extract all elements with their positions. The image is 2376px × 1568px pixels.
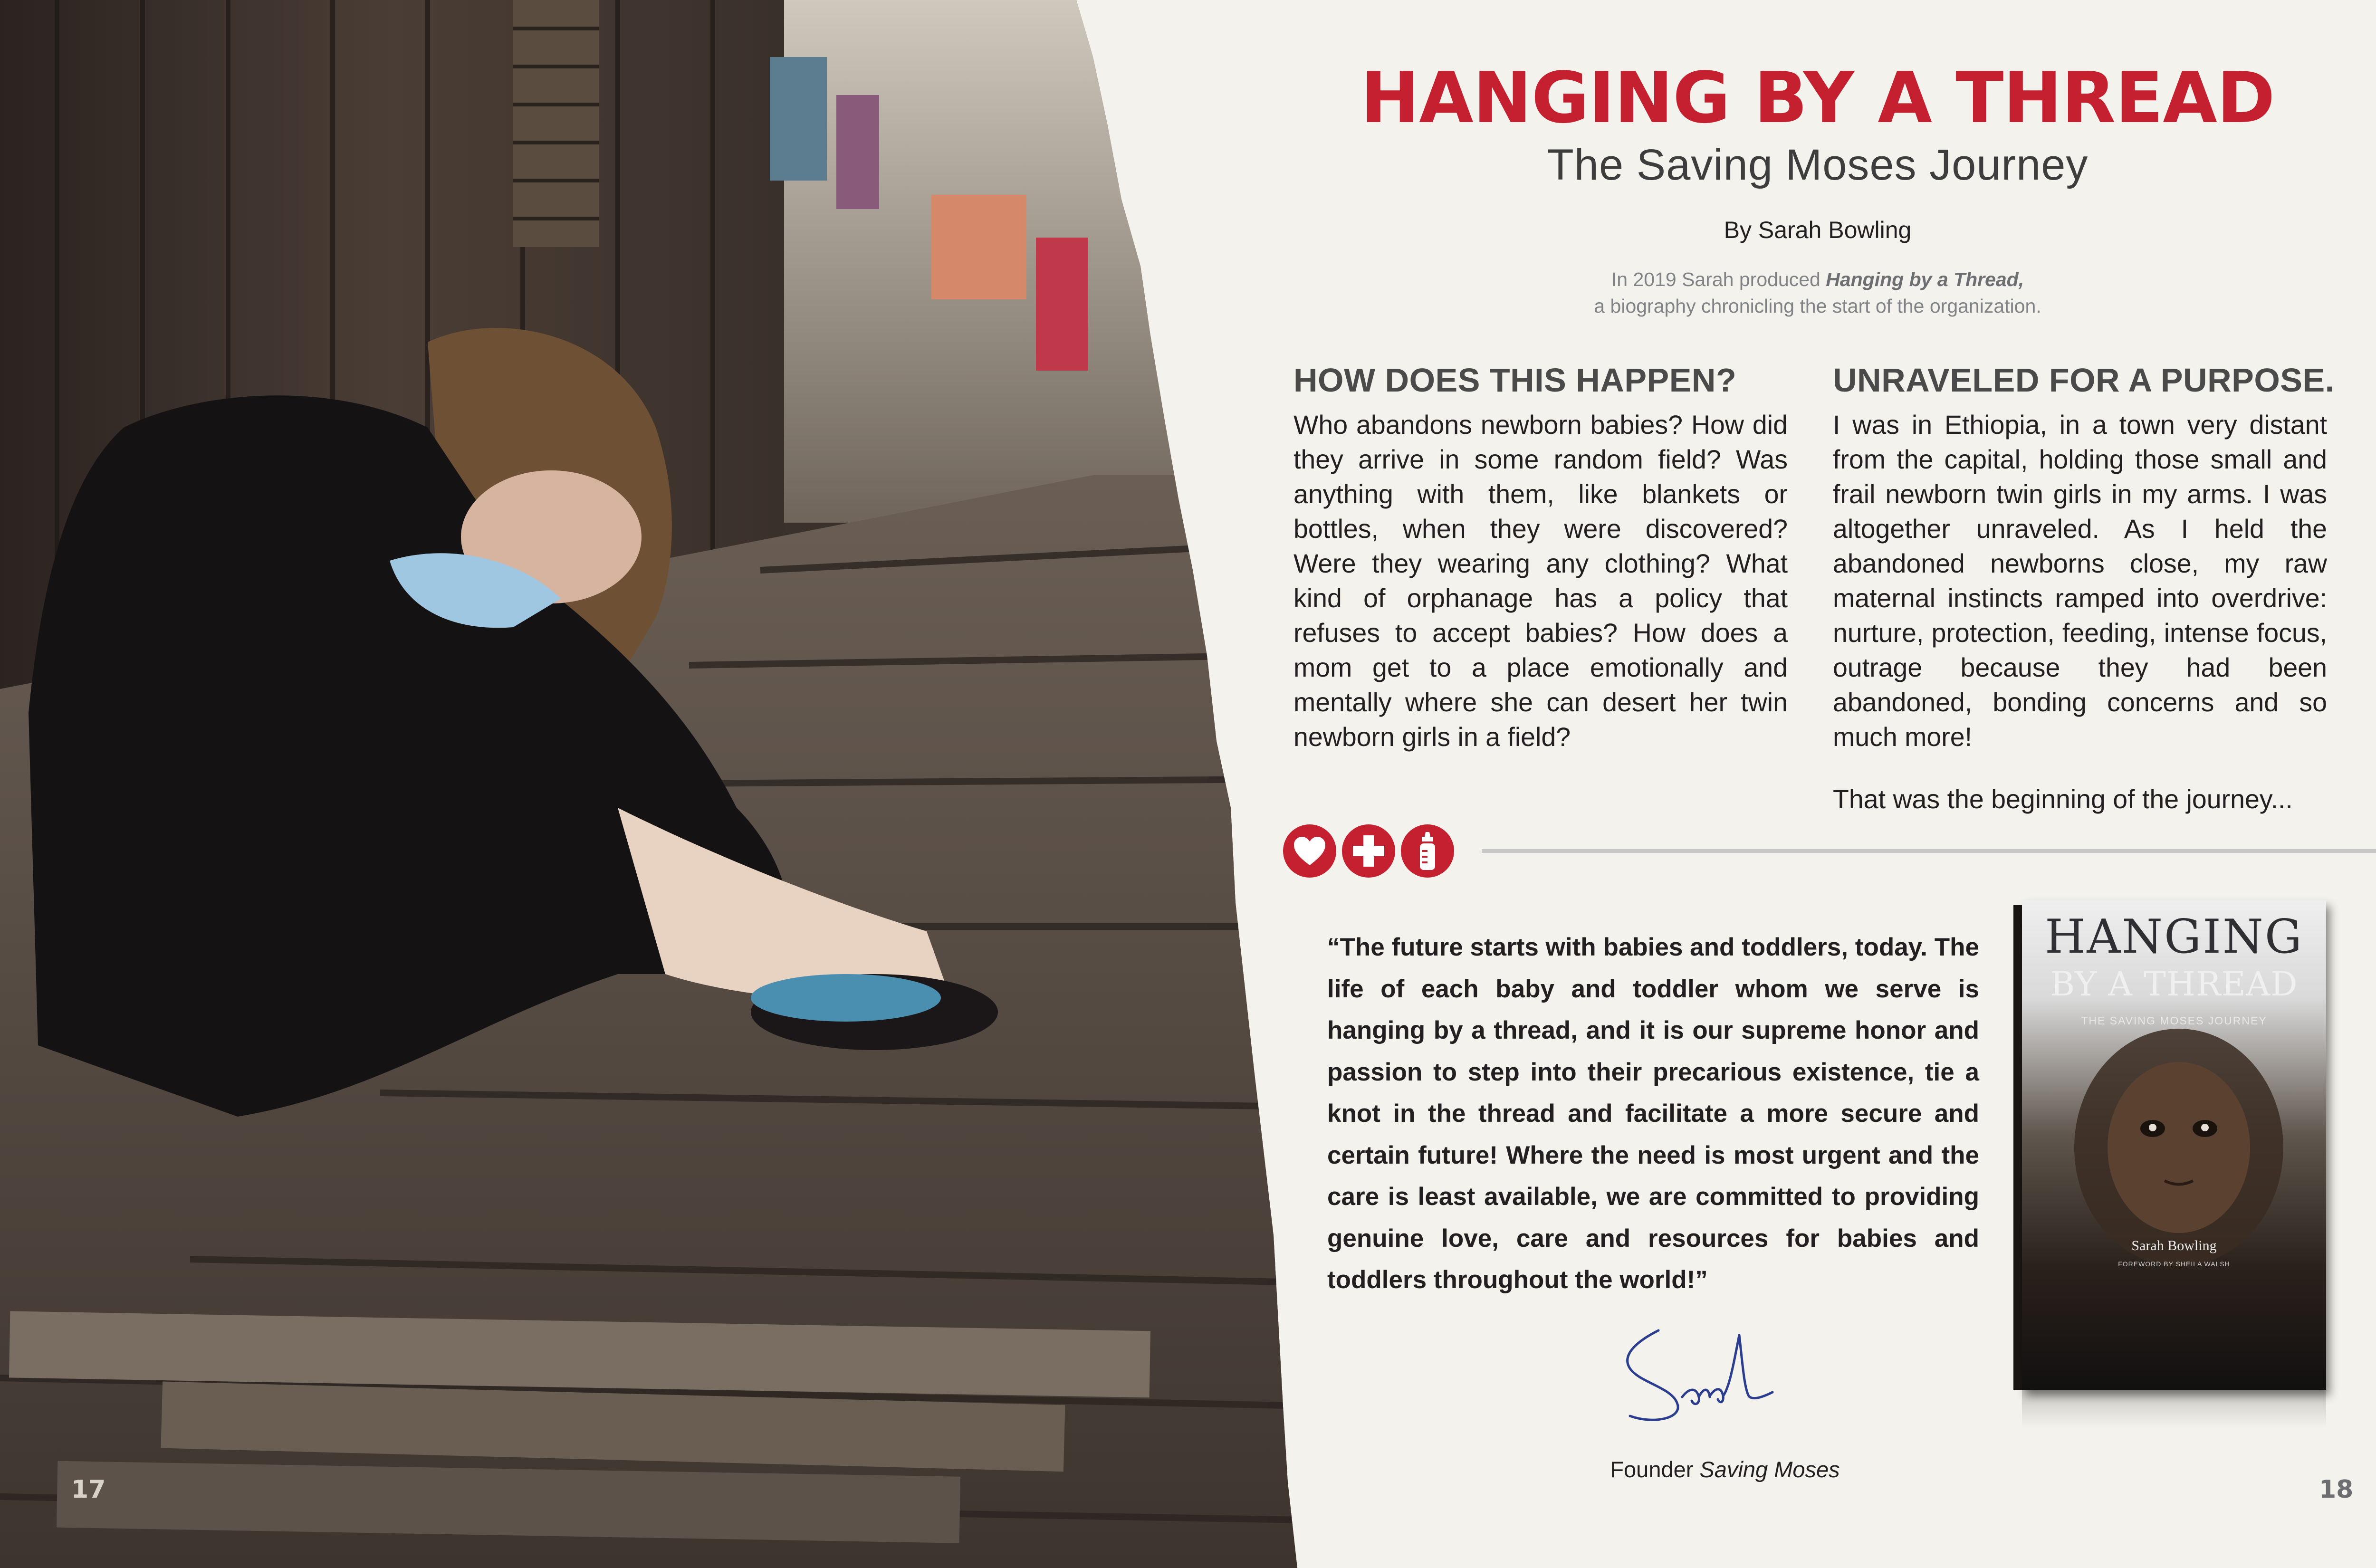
divider-rule: [1482, 849, 2376, 853]
column-closing-line: That was the beginning of the journey...: [1833, 784, 2293, 814]
book-foreword: FOREWORD BY SHEILA WALSH: [2118, 1260, 2230, 1268]
founder-org: Saving Moses: [1699, 1457, 1840, 1482]
byline: By Sarah Bowling: [1724, 217, 1912, 243]
column-how-does-this-happen: [1293, 361, 1788, 755]
book-spine: [2013, 905, 2022, 1390]
book-title-line-2: BY A THREAD: [2050, 965, 2298, 1004]
page-number-right: 18: [2319, 1475, 2354, 1504]
intro-note: [1283, 266, 2352, 319]
book-reflection: [2022, 1390, 2326, 1428]
heart-icon: [1283, 824, 1336, 878]
column-body-left: Who abandons newborn babies? How did they arrive in some random field? Was anything with them, like blankets or bottles, when they were discovered? Were they wearing any clothing? What kind of orphanage has a policy that refuses to accept babies? How does a mom get to a place emotionally and mentally where she can desert her twin newborn girls in a field?: [1293, 410, 1788, 752]
book-cover-image: [2022, 900, 2326, 1390]
book-author: Sarah Bowling: [2131, 1238, 2217, 1253]
column-unraveled: [1833, 361, 2335, 817]
intro-line-2: a biography chronicling the start of the organization.: [1594, 295, 2041, 317]
signature-image: [1601, 1316, 1782, 1430]
intro-prefix: In 2019 Sarah produced: [1611, 268, 1826, 290]
column-heading-right: UNRAVELED FOR A PURPOSE.: [1833, 362, 2335, 399]
page-title: HANGING BY A THREAD: [1360, 57, 2275, 139]
page-number-left: 17: [71, 1475, 106, 1504]
medical-cross-icon: [1342, 824, 1395, 878]
founder-caption: [1497, 1456, 1953, 1482]
book-cover: [2022, 900, 2326, 1390]
book-subtitle: THE SAVING MOSES JOURNEY: [2081, 1014, 2267, 1027]
founder-quote: “The future starts with babies and toddlers, today. The life of each baby and toddler whom we serve is hanging by a thread, and it is our supreme honor and passion to step into their precarious existence, tie a knot in the thread and facilitate a more secure and certain future! Where the need is most urgent and the care is least available, we are committed to providing genuine love, care and resources for babies and toddlers throughout the world!”: [1327, 933, 1979, 1294]
book-title-line-1: HANGING: [2044, 910, 2304, 964]
column-body-right: I was in Ethiopia, in a town very distant from the capital, holding those small and frail newborn twin girls in my arms. I was altogether unraveled. As I held the abandoned newborns close, my raw maternal instincts ramped into overdrive: nurture, protection, feeding, intense focus, outrage because they had been abandoned, bonding concerns and so much more!: [1833, 410, 2327, 752]
baby-bottle-icon: [1401, 824, 1454, 878]
founder-prefix: Founder: [1610, 1457, 1700, 1482]
page-subtitle: The Saving Moses Journey: [1547, 141, 2089, 189]
divider-icons: [1283, 824, 1454, 879]
intro-book-title: Hanging by a Thread,: [1826, 268, 2024, 290]
column-heading-left: HOW DOES THIS HAPPEN?: [1293, 362, 1737, 399]
